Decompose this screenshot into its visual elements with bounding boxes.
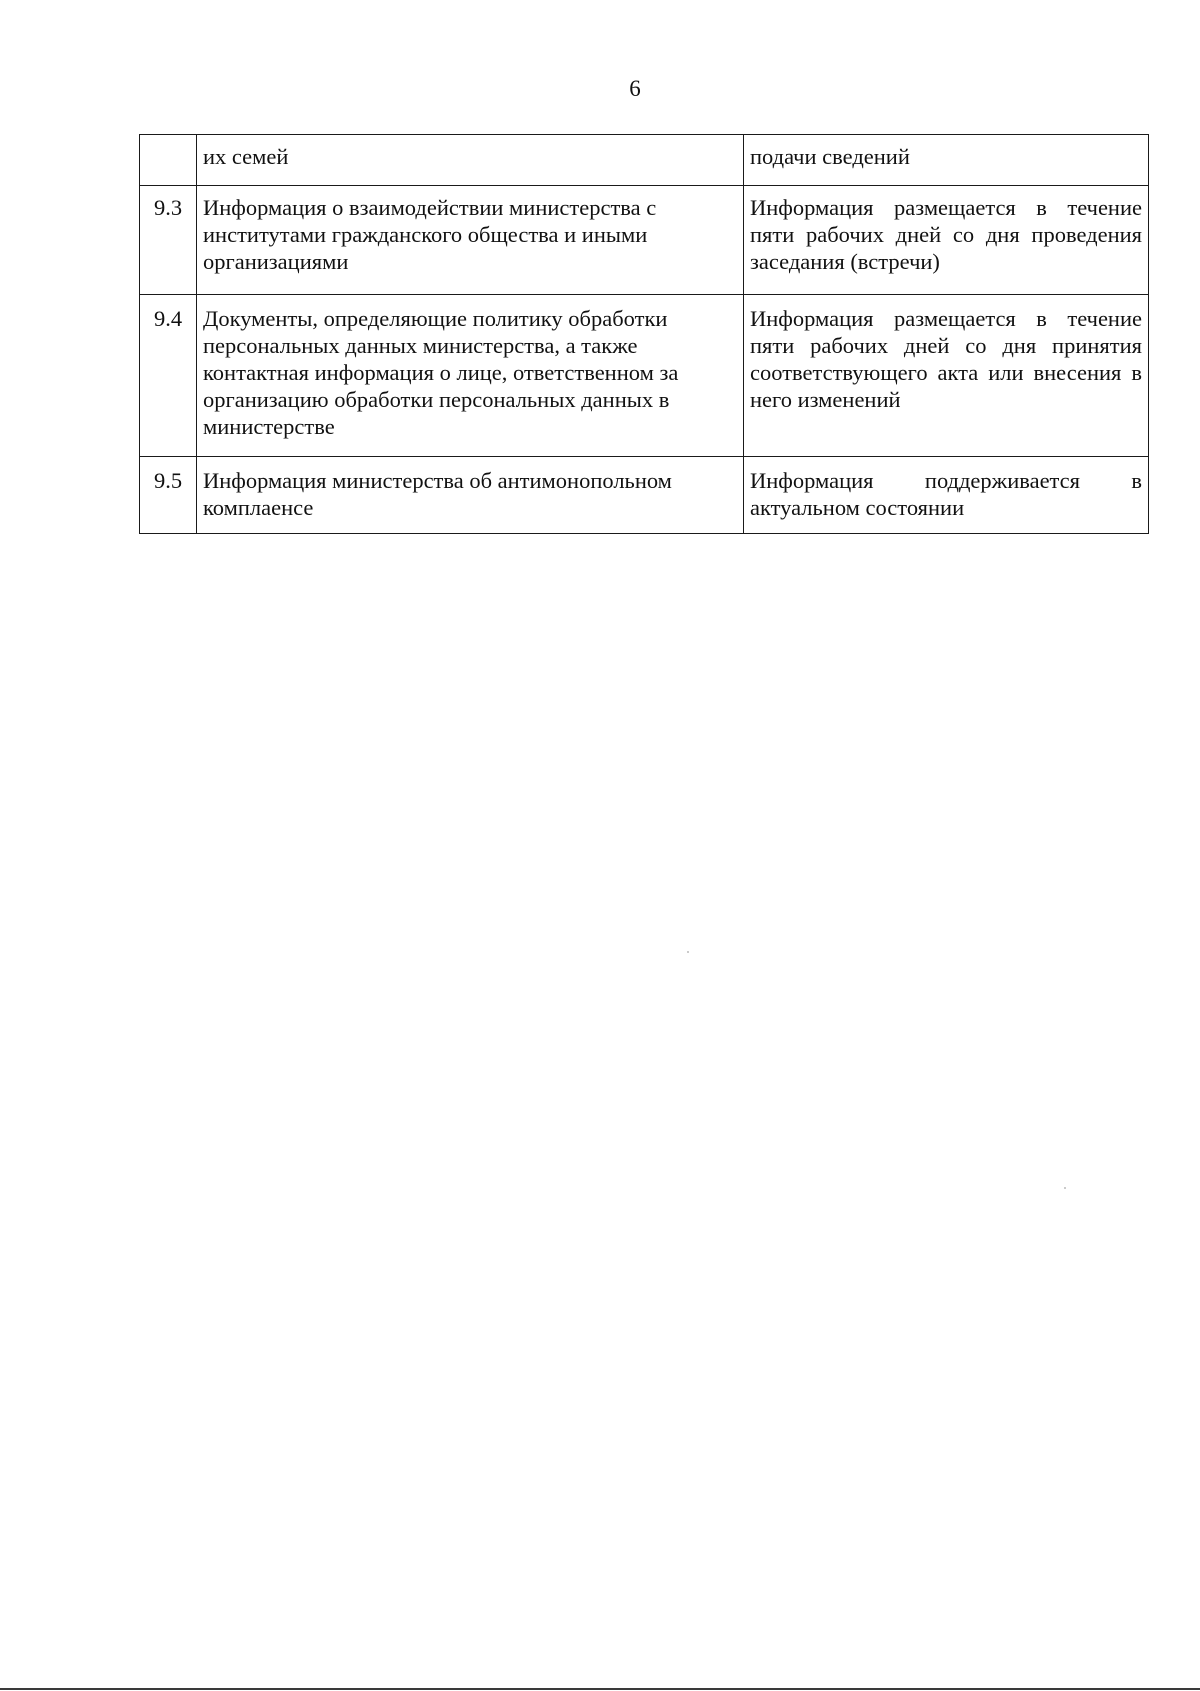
info-name-cell: Информация министерства об антимонопольном комплаенсе (197, 457, 744, 534)
placement-term-cell: Информация размещается в течение пяти рабочих дней со дня принятия соответствующего акта или внесения в него изменений (744, 295, 1149, 457)
disclosure-table (139, 134, 1149, 534)
page-number: 6 (629, 76, 641, 101)
row-number-cell (140, 135, 197, 186)
info-name-cell: Документы, определяющие политику обработки персональных данных министерства, а также контактная информация о лице, ответственном за организацию обработки персональных данных в министерстве (197, 295, 744, 457)
scan-speck (1064, 1187, 1066, 1189)
row-number-cell: 9.5 (140, 457, 197, 534)
row-number-cell: 9.4 (140, 295, 197, 457)
table-row (140, 186, 1149, 295)
scan-edge-line (0, 1688, 1200, 1690)
placement-term-cell: Информация поддерживается в актуальном состоянии (744, 457, 1149, 534)
table-row (140, 457, 1149, 534)
info-name-cell: Информация о взаимодействии министерства с институтами гражданского общества и иными организациями (197, 186, 744, 295)
scan-speck (687, 951, 689, 953)
table-row (140, 295, 1149, 457)
info-name-cell: их семей (197, 135, 744, 186)
placement-term-cell: Информация размещается в течение пяти рабочих дней со дня проведения заседания (встречи) (744, 186, 1149, 295)
table-row (140, 135, 1149, 186)
row-number-cell: 9.3 (140, 186, 197, 295)
placement-term-cell: подачи сведений (744, 135, 1149, 186)
